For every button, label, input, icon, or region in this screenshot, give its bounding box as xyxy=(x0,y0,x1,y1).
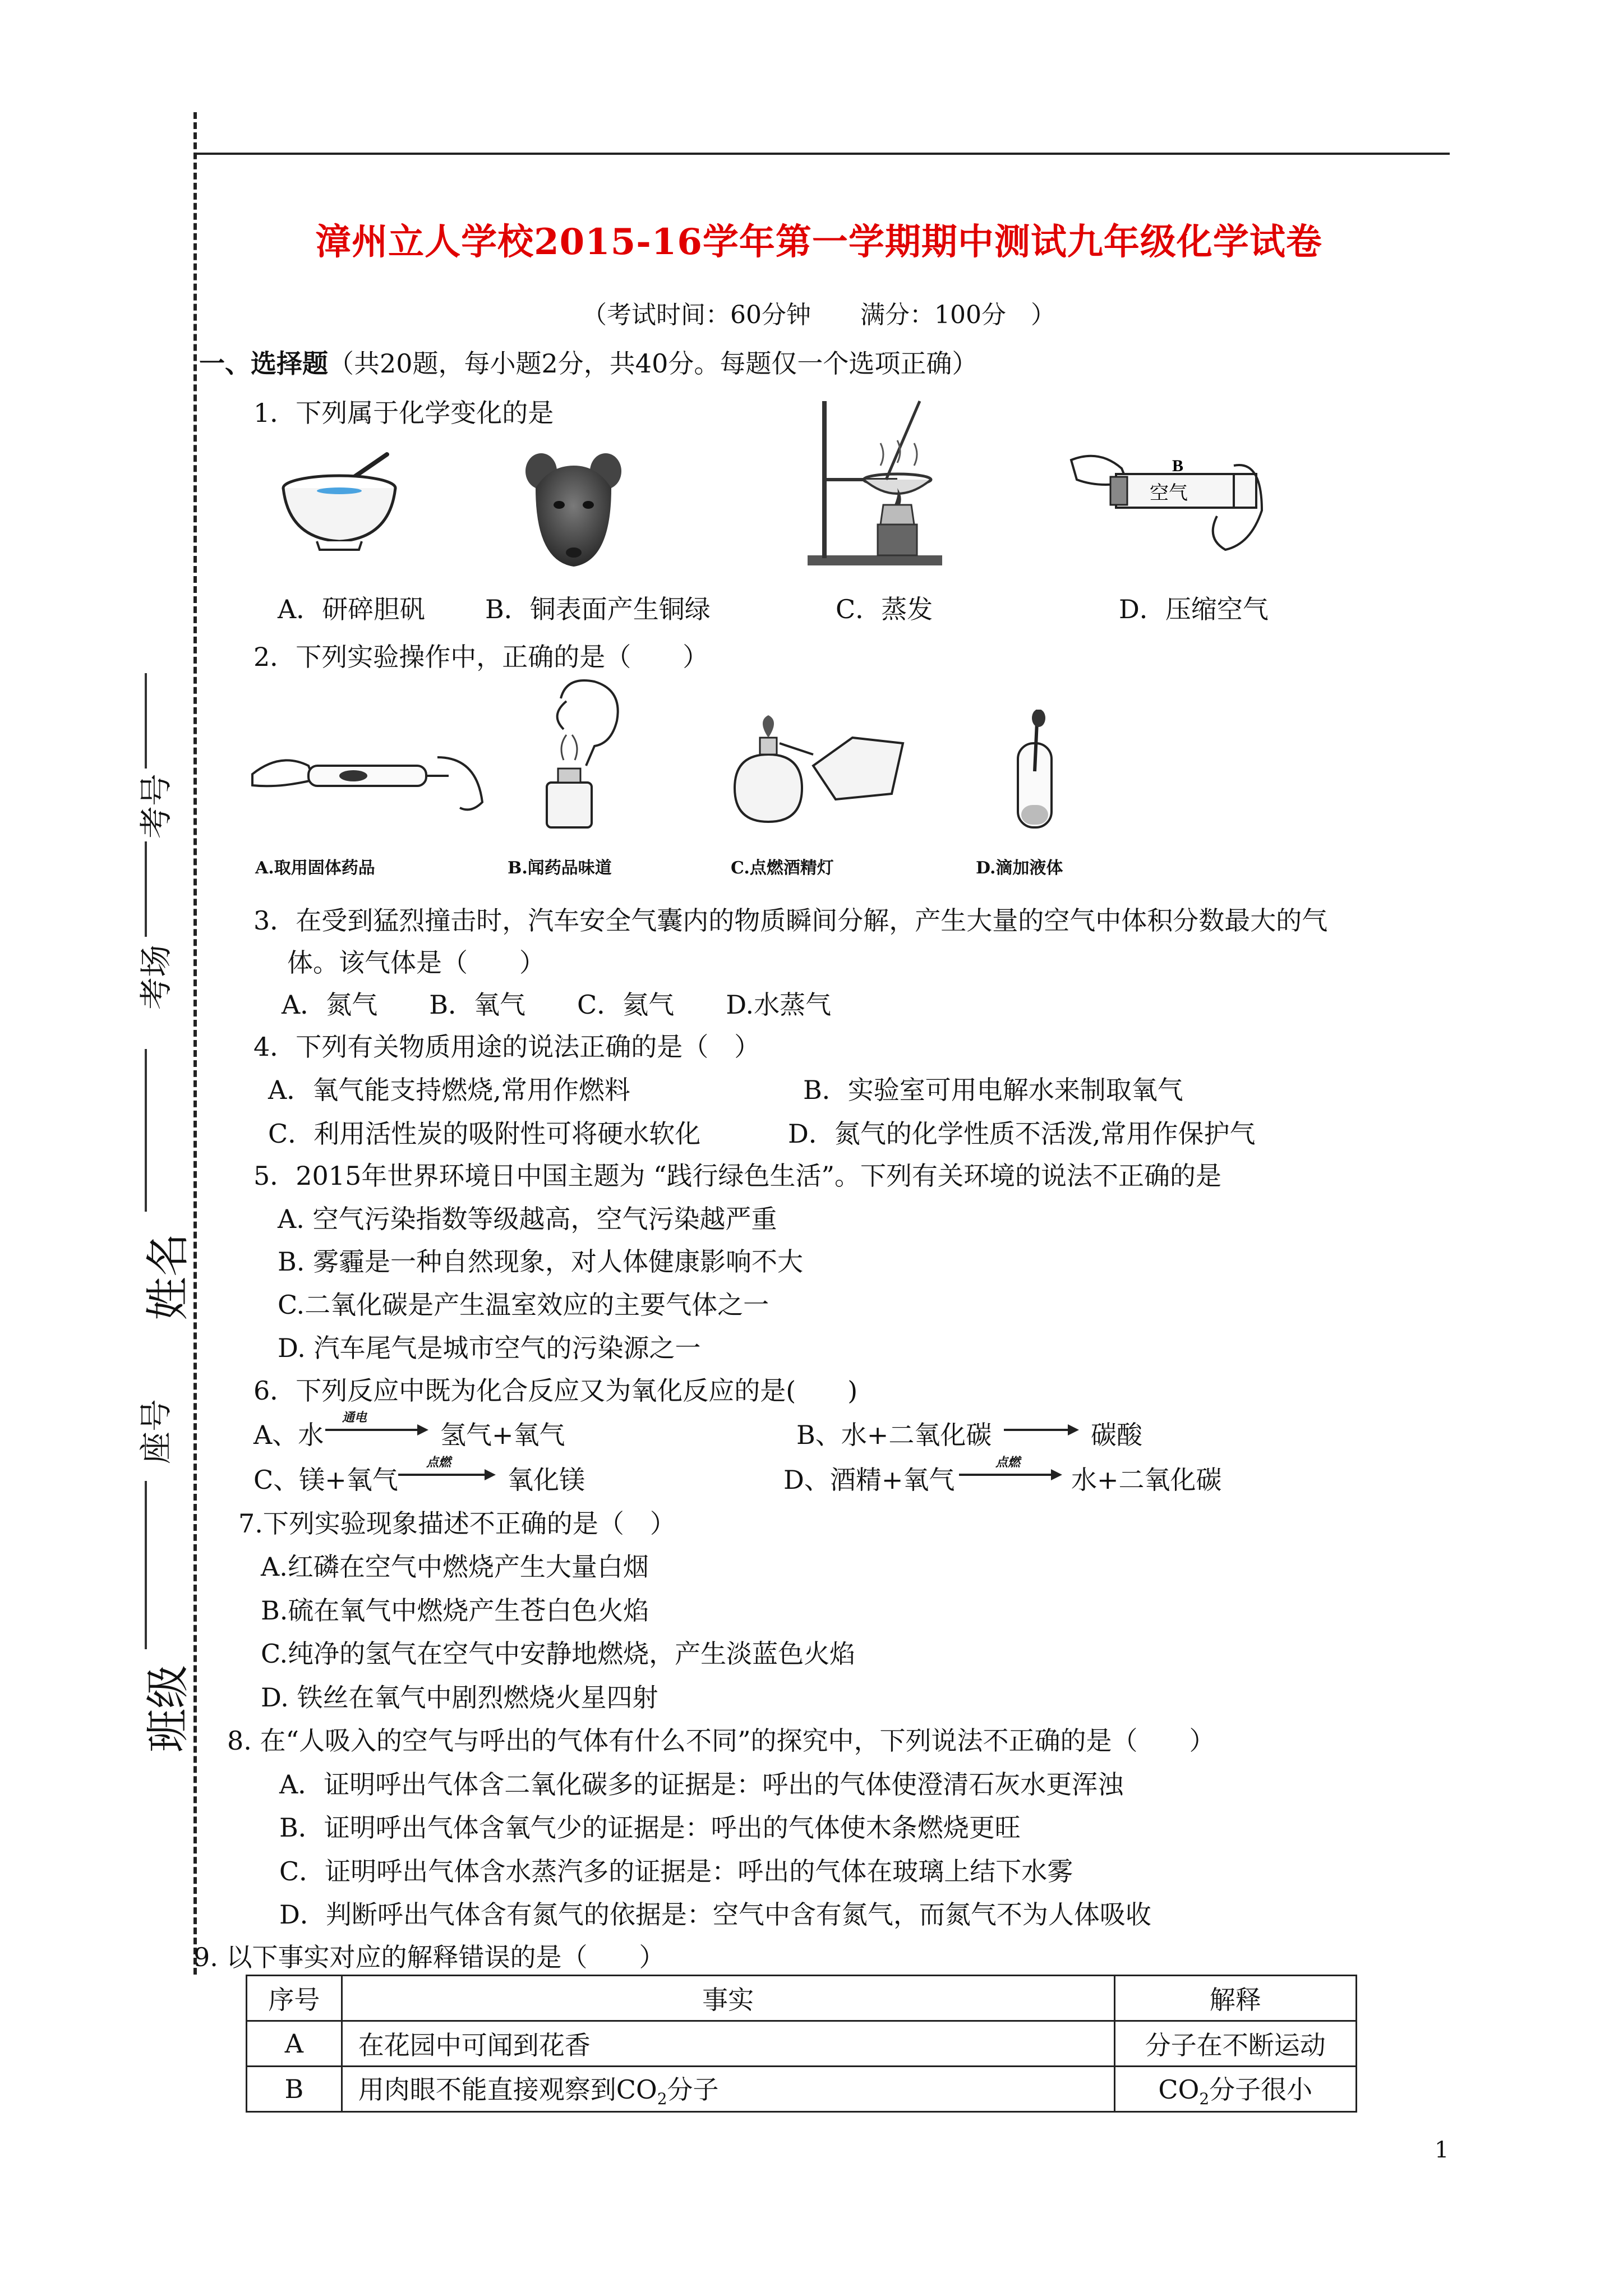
q1-option-b[interactable]: B．铜表面产生铜绿 xyxy=(485,594,711,624)
q8-option-a[interactable]: A．证明呼出气体含二氧化碳多的证据是：呼出的气体使澄清石灰水更浑浊 xyxy=(279,1769,1124,1800)
q7-option-d[interactable]: D. 铁丝在氧气中剧烈燃烧火星四射 xyxy=(261,1682,658,1713)
margin-exam-room-blank[interactable] xyxy=(145,841,147,937)
margin-exam-room-label: 考场 xyxy=(137,944,176,1010)
margin-class-label: 班级 xyxy=(143,1664,194,1753)
exam-subtitle: （考试时间：60分钟 满分：100分 ） xyxy=(582,301,1055,329)
row-a-id: A xyxy=(247,2021,342,2067)
q5-option-a[interactable]: A. 空气污染指数等级越高，空气污染越严重 xyxy=(278,1204,777,1234)
exam-title: 漳州立人学校2015-16学年第一学期期中测试九年级化学试卷 xyxy=(315,221,1322,263)
q8-stem: 8. 在“人吸入的空气与呼出的气体有什么不同”的探究中，下列说法不正确的是（ ） xyxy=(227,1726,1215,1756)
row-b-fact-pre: 用肉眼不能直接观察到CO xyxy=(358,2074,657,2105)
q2-option-b[interactable]: B.闻药品味道 xyxy=(508,858,612,878)
q5-stem: 5．2015年世界环境日中国主题为 “践行绿色生活”。下列有关环境的说法不正确的是 xyxy=(253,1161,1221,1191)
margin-seat-no-label: 座号 xyxy=(137,1398,176,1465)
smell-reagent-image xyxy=(533,676,639,830)
table-header-row xyxy=(247,1976,1357,2021)
q2-option-a[interactable]: A.取用固体药品 xyxy=(255,858,375,878)
row-b-fact xyxy=(342,2067,1114,2112)
q8-option-c[interactable]: C．证明呼出气体含水蒸汽多的证据是：呼出的气体在玻璃上结下水雾 xyxy=(279,1856,1073,1887)
row-b-reason xyxy=(1114,2067,1356,2112)
q5-option-d[interactable]: D. 汽车尾气是城市空气的污染源之一 xyxy=(278,1333,701,1363)
mortar-pestle-image xyxy=(275,446,404,553)
q8-option-b[interactable]: B．证明呼出气体含氧气少的证据是：呼出的气体使木条燃烧更旺 xyxy=(279,1812,1021,1843)
top-rule xyxy=(193,153,1450,155)
q6-option-d-left[interactable]: D、酒精+氧气 xyxy=(783,1465,955,1495)
margin-seat-no-blank[interactable] xyxy=(145,1481,147,1649)
row-b-reason-pre: CO xyxy=(1158,2074,1200,2105)
q6-d-condition: 点燃 xyxy=(995,1455,1021,1470)
q7-option-b[interactable]: B.硫在氧气中燃烧产生苍白色火焰 xyxy=(261,1595,649,1626)
header-fact: 事实 xyxy=(342,1976,1114,2021)
q7-option-c[interactable]: C.纯净的氢气在空气中安静地燃烧，产生淡蓝色火焰 xyxy=(261,1639,856,1669)
q9-table xyxy=(246,1975,1357,2113)
q6-c-arrow xyxy=(398,1474,494,1476)
section-label: 一、选择题 xyxy=(199,348,328,379)
header-reason: 解释 xyxy=(1114,1976,1356,2021)
evaporation-apparatus-image xyxy=(802,395,948,569)
q1-option-d[interactable]: D．压缩空气 xyxy=(1119,594,1269,624)
q6-option-c-right[interactable]: 氧化镁 xyxy=(508,1465,585,1495)
section-heading xyxy=(199,343,978,380)
q4-option-a[interactable]: A．氧气能支持燃烧,常用作燃料 xyxy=(268,1075,630,1105)
q6-option-a-right[interactable]: 氢气+氧气 xyxy=(440,1420,565,1450)
q2-option-c[interactable]: C.点燃酒精灯 xyxy=(731,858,834,878)
q6-option-c-left[interactable]: C、镁+氧气 xyxy=(253,1465,398,1495)
row-b-reason-sub: 2 xyxy=(1199,2090,1210,2109)
q1-stem: 1．下列属于化学变化的是 xyxy=(253,398,554,428)
q7-option-a[interactable]: A.红磷在空气中燃烧产生大量白烟 xyxy=(261,1552,649,1582)
q3-stem-line1: 3．在受到猛烈撞击时，汽车安全气囊内的物质瞬间分解，产生大量的空气中体积分数最大的气 xyxy=(253,905,1328,936)
q6-b-arrow xyxy=(1004,1429,1077,1431)
row-b-reason-post: 分子很小 xyxy=(1209,2074,1313,2105)
margin-exam-no-blank[interactable] xyxy=(145,673,147,769)
q5-option-b[interactable]: B. 雾霾是一种自然现象，对人体健康影响不大 xyxy=(278,1246,804,1277)
q6-a-condition: 通电 xyxy=(342,1410,367,1425)
light-alcohol-lamp-image xyxy=(723,715,914,827)
q6-d-arrow xyxy=(959,1474,1060,1476)
q6-option-d-right[interactable]: 水+二氧化碳 xyxy=(1071,1465,1222,1495)
header-id: 序号 xyxy=(247,1976,342,2021)
q6-c-condition: 点燃 xyxy=(426,1455,451,1470)
row-a-reason: 分子在不断运动 xyxy=(1114,2021,1356,2067)
row-a-fact: 在花园中可闻到花香 xyxy=(342,2021,1114,2067)
q2-option-d[interactable]: D.滴加液体 xyxy=(976,858,1063,878)
solid-reagent-image xyxy=(247,735,488,819)
row-b-id: B xyxy=(247,2067,342,2112)
syringe-label-b: B xyxy=(1172,457,1184,475)
q3-options[interactable]: A．氮气 B．氧气 C．氦气 D.水蒸气 xyxy=(282,990,832,1020)
q6-stem: 6．下列反应中既为化合反应又为氧化反应的是( ) xyxy=(253,1375,858,1406)
table-row xyxy=(247,2067,1357,2112)
q6-option-b-left[interactable]: B、水+二氧化碳 xyxy=(796,1420,992,1450)
q9-stem: 9. 以下事实对应的解释错误的是（ ） xyxy=(193,1942,665,1972)
copper-mouse-head-image xyxy=(524,449,623,569)
q5-option-c[interactable]: C.二氧化碳是产生温室效应的主要气体之一 xyxy=(278,1290,769,1320)
table-row xyxy=(247,2021,1357,2067)
margin-name-label: 姓名 xyxy=(143,1232,194,1321)
q7-stem: 7.下列实验现象描述不正确的是（ ） xyxy=(238,1508,676,1539)
q4-stem: 4．下列有关物质用途的说法正确的是（ ） xyxy=(253,1032,760,1062)
dropper-test-tube-image xyxy=(1007,710,1068,833)
syringe-compression-image xyxy=(1066,426,1267,555)
margin-name-blank[interactable] xyxy=(145,1049,147,1212)
q6-option-a-left[interactable]: A、水 xyxy=(253,1420,324,1450)
page-number: 1 xyxy=(1435,2137,1449,2163)
q3-stem-line2: 体。该气体是（ ） xyxy=(287,947,545,978)
row-b-fact-post: 分子 xyxy=(667,2074,719,2105)
q6-option-b-right[interactable]: 碳酸 xyxy=(1091,1420,1142,1450)
q4-option-b[interactable]: B．实验室可用电解水来制取氧气 xyxy=(803,1075,1183,1105)
section-desc: （共20题，每小题2分，共40分。每题仅一个选项正确） xyxy=(328,348,978,379)
q8-option-d[interactable]: D．判断呼出气体含有氮气的依据是：空气中含有氮气，而氮气不为人体吸收 xyxy=(279,1899,1151,1930)
syringe-label-air: 空气 xyxy=(1150,482,1188,504)
q6-a-arrow xyxy=(325,1429,426,1431)
q1-option-c[interactable]: C．蒸发 xyxy=(836,594,933,624)
q2-stem: 2．下列实验操作中，正确的是（ ） xyxy=(253,642,709,672)
margin-exam-no-label: 考号 xyxy=(137,773,176,839)
q4-option-c[interactable]: C．利用活性炭的吸附性可将硬水软化 xyxy=(268,1119,701,1149)
row-b-fact-sub: 2 xyxy=(657,2090,667,2109)
q1-option-a[interactable]: A．研碎胆矾 xyxy=(278,594,426,624)
q4-option-d[interactable]: D．氮气的化学性质不活泼,常用作保护气 xyxy=(788,1119,1256,1149)
